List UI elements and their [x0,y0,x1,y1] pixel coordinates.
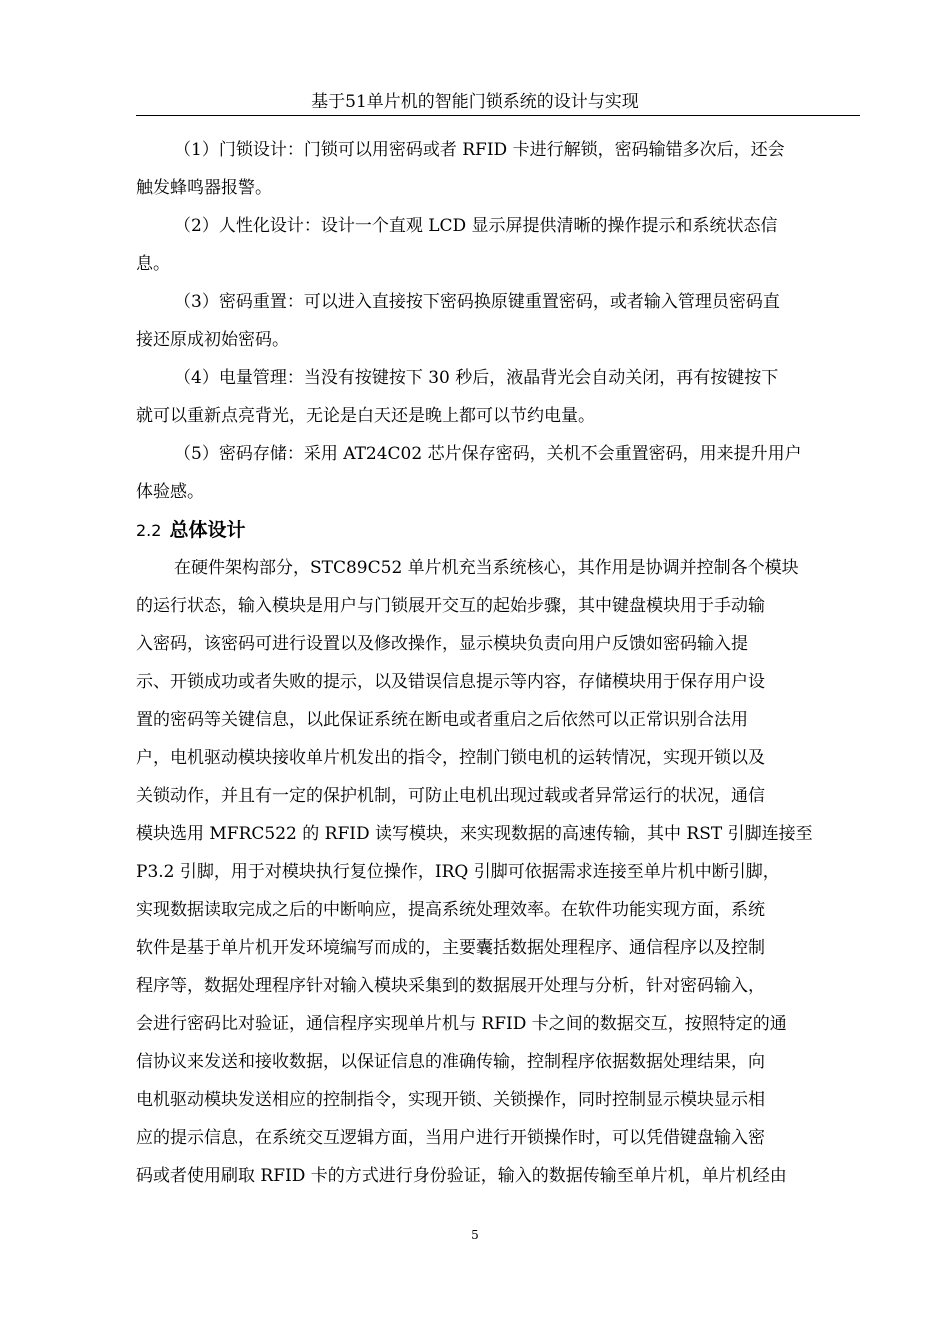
body-line: 入密码，该密码可进行设置以及修改操作，显示模块负责向用户反馈如密码输入提 [136,634,748,654]
feature-3-line-2: 接还原成初始密码。 [136,330,289,350]
body-line: 电机驱动模块发送相应的控制指令，实现开锁、关锁操作，同时控制显示模块显示相 [136,1090,765,1110]
section-number: 2.2 [136,521,162,540]
feature-5-line-2: 体验感。 [136,482,204,502]
page-number: 5 [471,1228,479,1242]
body-line: 示、开锁成功或者失败的提示，以及错误信息提示等内容，存储模块用于保存用户设 [136,672,765,692]
section-title: 总体设计 [169,519,246,541]
body-line: 置的密码等关键信息，以此保证系统在断电或者重启之后依然可以正常识别合法用 [136,710,748,730]
page-header-title: 基于51单片机的智能门锁系统的设计与实现 [311,92,639,112]
feature-4-line-2: 就可以重新点亮背光，无论是白天还是晚上都可以节约电量。 [136,406,595,426]
feature-1-line-2: 触发蜂鸣器报警。 [136,178,272,198]
feature-4-line-1: （4）电量管理：当没有按键按下 30 秒后，液晶背光会自动关闭，再有按键按下 [174,368,779,388]
body-line: 应的提示信息，在系统交互逻辑方面，当用户进行开锁操作时，可以凭借键盘输入密 [136,1128,765,1148]
body-line: 信协议来发送和接收数据，以保证信息的准确传输，控制程序依据数据处理结果，向 [136,1052,765,1072]
body-line: 在硬件架构部分，STC89C52 单片机充当系统核心，其作用是协调并控制各个模块 [174,558,799,578]
page-header-rule [136,115,860,116]
body-line: 户，电机驱动模块接收单片机发出的指令，控制门锁电机的运转情况，实现开锁以及 [136,748,765,768]
feature-3-line-1: （3）密码重置：可以进入直接按下密码换原键重置密码，或者输入管理员密码直 [174,292,780,312]
body-line: 会进行密码比对验证，通信程序实现单片机与 RFID 卡之间的数据交互，按照特定的通 [136,1014,787,1034]
body-line: 实现数据读取完成之后的中断响应，提高系统处理效率。在软件功能实现方面，系统 [136,900,765,920]
body-line: 模块选用 MFRC522 的 RFID 读写模块，来实现数据的高速传输，其中 RST 引脚连接至 [136,824,813,844]
feature-2-line-2: 息。 [136,254,170,274]
body-line: 码或者使用刷取 RFID 卡的方式进行身份验证，输入的数据传输至单片机，单片机经由 [136,1166,787,1186]
feature-2-line-1: （2）人性化设计：设计一个直观 LCD 显示屏提供清晰的操作提示和系统状态信 [174,216,778,236]
feature-5-line-1: （5）密码存储：采用 AT24C02 芯片保存密码，关机不会重置密码，用来提升用户 [174,444,802,464]
feature-1-line-1: （1）门锁设计：门锁可以用密码或者 RFID 卡进行解锁，密码输错多次后，还会 [174,140,785,160]
body-line: 程序等，数据处理程序针对输入模块采集到的数据展开处理与分析，针对密码输入， [136,976,765,996]
section-heading [136,517,245,544]
body-line: 的运行状态，输入模块是用户与门锁展开交互的起始步骤，其中键盘模块用于手动输 [136,596,765,616]
body-line: 软件是基于单片机开发环境编写而成的，主要囊括数据处理程序、通信程序以及控制 [136,938,765,958]
body-line: P3.2 引脚，用于对模块执行复位操作，IRQ 引脚可依据需求连接至单片机中断引脚， [136,862,780,882]
body-line: 关锁动作，并且有一定的保护机制，可防止电机出现过载或者异常运行的状况，通信 [136,786,765,806]
